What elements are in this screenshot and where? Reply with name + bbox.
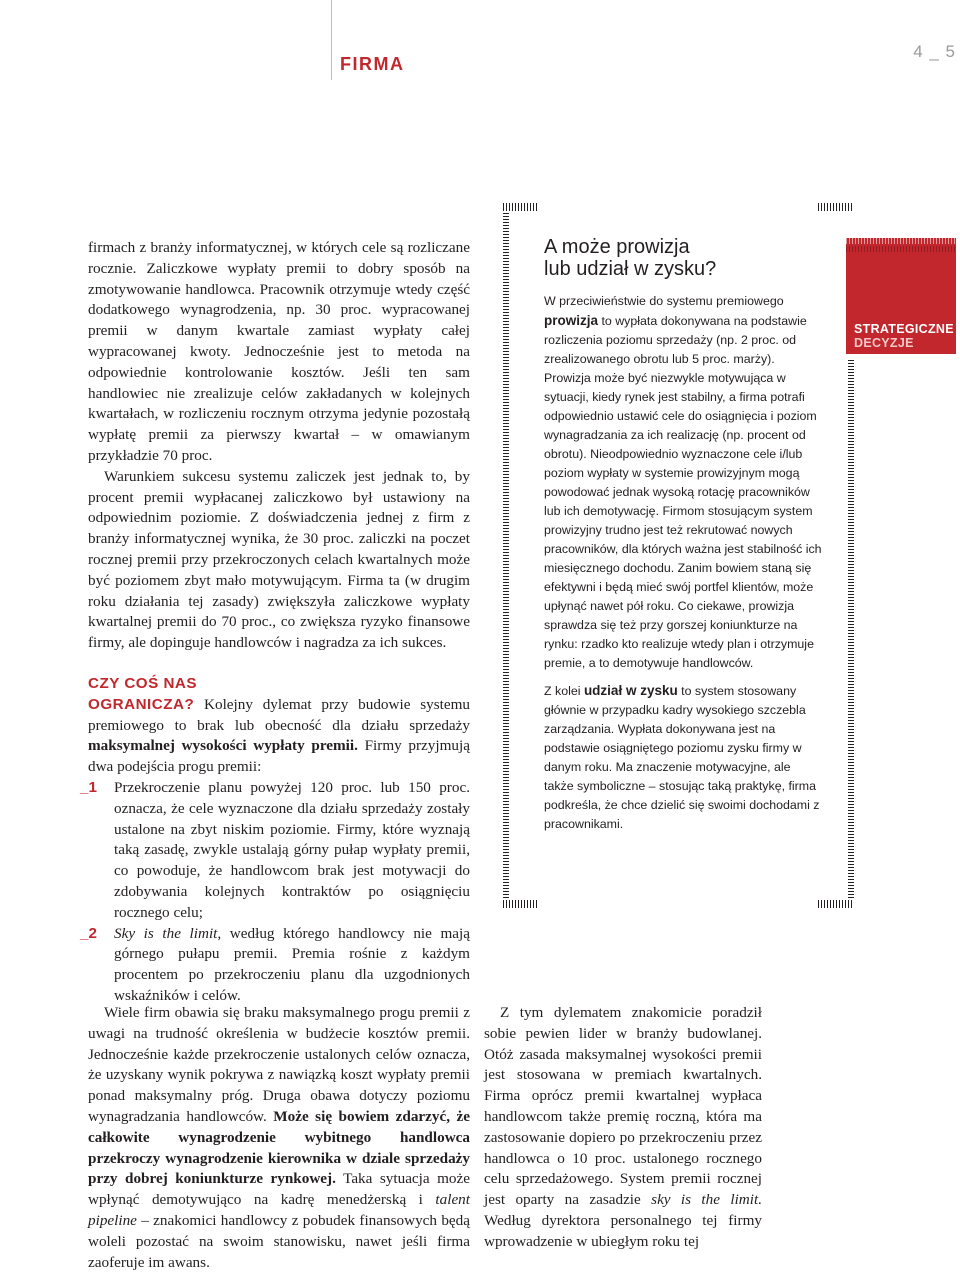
- italic-text: sky is the limit.: [651, 1191, 762, 1209]
- sidebar-title-line: lub udział w zysku?: [544, 258, 717, 280]
- sidebar-box: [544, 236, 822, 834]
- paragraph-text: Kolejny dylemat przy budowie systemu premiowego to brak lub obecność dla działu sprzedaży: [88, 695, 470, 734]
- sidebar-text: to system stosowany głównie w przypadku kadry wysokiego szczebla zarządzania. Wypłata dokonywana jest na podstawie osiągniętego poziomu zysku firmy w danym roku. Ma znaczenie motywacyjne, ale także symboliczne – stosując taką praktykę, firma podkreśla, że chce dzielić się swoimi dochodami z pracownikami.: [544, 684, 820, 831]
- bold-text: udział w zysku: [583, 683, 678, 698]
- list-item-text: według którego handlowcy nie mają górnego pułapu premii. Premia rośnie z każdym procentem po przekroczeniu planu dla uzgodnionych wskaźników i celów.: [114, 924, 471, 1004]
- header-divider: [331, 0, 332, 80]
- tick-ornament: [818, 900, 854, 908]
- tick-ornament: [503, 203, 539, 211]
- bottom-column-left: [88, 1003, 470, 1273]
- sidebar-text: W przeciwieństwie do systemu premiowego: [544, 294, 784, 308]
- sidebar-title-line: A może prowizja: [544, 236, 690, 258]
- sidebar-paragraph: [544, 681, 822, 834]
- box-border-left: [503, 213, 509, 898]
- subheading-line: CZY COŚ NAS: [88, 674, 198, 692]
- spacer: [88, 654, 470, 674]
- paragraph-text: – znakomici handlowcy z pobudek finansowych będą woleli pozostać na swoim stanowisku, nawet jeśli firma zaoferuje im awans.: [88, 1211, 470, 1271]
- spacer: [544, 673, 822, 681]
- paragraph-text: firmach z branży informatycznej, w których cele są rozliczane rocznie. Zaliczkowe wypłaty premii to dobry sposób na zmotywowanie handlowca. Pracownik otrzymuje wtedy część dodatkowego wynagrodzenia, np. 30 proc. wypracowanej premii w danym kwartale zamiast wypłaty całej wypracowanej kwoty. Jednocześnie jest to metoda na odpowiednie kontrolowanie kosztów.: [88, 239, 470, 381]
- list-marker: _2: [80, 924, 97, 942]
- bold-text: prowizja: [544, 313, 599, 328]
- bold-text: maksymalnej wysokości wypłaty premii.: [88, 737, 358, 755]
- italic-text: talent pipeline: [88, 1191, 470, 1229]
- paragraph-text: Z tym dylematem znakomicie poradził sobie pewien lider w branży budowlanej. Otóż zasada maksymalnej wysokości premii jest stosowana w premiach kwartalnych. Firma oprócz premii kwartalnej wypłaca handlowcom także premię roczną, która ma zastosowanie dopiero po przekroczeniu przez handlowca o 10 proc. ustalonego rocznego celu sprzedażowego. System premii rocznej jest oparty na zasadzie: [484, 1004, 762, 1209]
- paragraph-text: Według dyrektora personalnego tej firmy wprowadzenie w ubiegłym roku tej: [484, 1211, 762, 1250]
- sidebar-paragraph: [544, 292, 822, 673]
- bottom-column-right: [484, 1003, 762, 1253]
- subheading-line: OGRANICZA?: [88, 695, 195, 713]
- paragraph: Warunkiem sukcesu systemu zaliczek jest jednak to, by procent premii wypłacanej zaliczkowo był ustawiony na odpowiednim poziomie. Z doświadczenia jednej z firm z branży informatycznej wynika, że 30 proc. zaliczki na poczet rocznej premii przy przekroczonych celach kwartalnych może być poziomem zbyt mało motywującym. Firma ta (w drugim roku działania tej zasady) zwiększyła zaliczkowe wypłaty kwartalnej premii do 70 proc., co zwiększa ryzyko finansowe firmy, ale dopinguje handlowców i nagradza za ich sukces.: [88, 467, 470, 652]
- list-marker: _1: [80, 778, 97, 796]
- paragraph-text: Wiele firm obawia się braku maksymalnego progu premii z uwagi na trudność określenia w budżecie kosztów premii. Jednocześnie każde przekroczenie ustalonych celów oznacza, że uzyskany wynik pokrywa z nawiązką koszt wypłaty premii ponad maksymalny próg. Druga obawa dotyczy poziomu wynagradzania handlowców.: [88, 1004, 470, 1125]
- banner-label: [854, 322, 954, 350]
- sidebar-text: to wypłata dokonywana na podstawie rozliczenia poziomu sprzedaży (np. 2 proc. od zrealizowanego obrotu lub 5 proc. marży). Prowizja może być niezwykle motywująca w sytuacji, kiedy rynek jest stabilny, a firma potrafi odpowiednio ustawić cele do osiągnięcia i poziom wynagradzania za ich realizację (np. procent od obrotu). Nieodpowiednio wyznaczone cele i/lub poziom wypłaty w systemie prowizyjnym mogą powodować jednak wysoką rotację pracowników lub ich demotywację. Firmom stosującym system prowizyjny trudno jest też rekrutować nowych pracowników, dla których ważna jest stabilność ich miesięcznego dochodu. Zanim bowiem staną się efektywni i będą mieć swój portfel klientów, może upłynąć nawet pół roku. Co ciekawe, prowizja sprawdza się też przy gorszej koniunkturze na rynku: rzadko kto realizuje wtedy plan i otrzymuje premie, a to demotywuje handlowców.: [544, 314, 822, 670]
- main-column: [80, 238, 471, 1007]
- paragraph-text: Firmy przyjmują dwa podejścia progu premii:: [88, 737, 470, 776]
- tick-ornament: [503, 900, 539, 908]
- bold-text: Może się bowiem zdarzyć, że całkowite wynagrodzenie wybitnego handlowca przekroczy wynagrodzenie kierownika w dziale sprzedaży przy dobrej koniunkturze rynkowej.: [88, 1107, 470, 1188]
- banner-line: DECYZJE: [854, 336, 914, 350]
- list-item: [80, 924, 471, 1007]
- sidebar-title: [544, 236, 822, 280]
- sidebar-text: Z kolei: [544, 684, 584, 698]
- box-border-right: [848, 360, 854, 898]
- tick-ornament: [818, 203, 854, 211]
- paragraph-text: Taka sytuacja może wpłynąć demotywująco na kadrę menedżerską i: [88, 1170, 471, 1209]
- banner-ticks: [846, 246, 956, 252]
- list-item: [80, 778, 470, 924]
- banner-ticks: [846, 238, 956, 244]
- paragraph: [88, 238, 470, 467]
- page-numbers: 4 _ 5: [913, 42, 956, 61]
- italic-text: Sky is the limit,: [114, 924, 222, 942]
- banner-line: STRATEGICZNE: [854, 322, 954, 336]
- list-item-text: Przekroczenie planu powyżej 120 proc. lub 150 proc. oznacza, że cele wyznaczone dla działu sprzedaży zostały ustalone na zbyt niskim poziomie. Firmy, które wyznają taką zasadę, zwykle ustalają górny pułap wypłaty premii, co powoduje, że handlowcom brak jest motywacji do zdobywania kolejnych kontraktów po osiągnięciu rocznego celu;: [114, 778, 470, 921]
- section-title: FIRMA: [340, 54, 405, 74]
- paragraph: [88, 695, 470, 778]
- paragraph-text: Jeśli ten sam handlowiec nie zrealizuje celów zakładanych w kolejnych kwartałach, w rozliczeniu rocznym otrzyma jedynie pozostałą wypłatę premii za pierwszy kwartał – w omawianym przykładzie 70 proc.: [88, 363, 470, 464]
